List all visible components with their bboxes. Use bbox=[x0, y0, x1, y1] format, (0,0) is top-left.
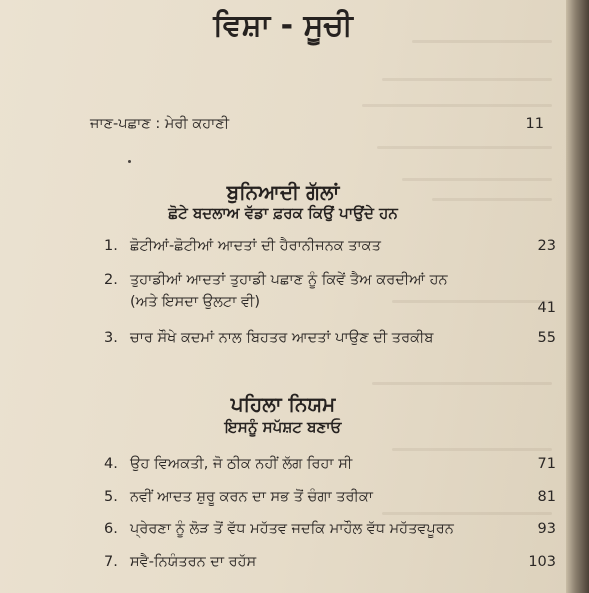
chapter-title: ਚਾਰ ਸੌਖੇ ਕਦਮਾਂ ਨਾਲ ਬਿਹਤਰ ਆਦਤਾਂ ਪਾਉਣ ਦੀ ਤਰਕੀਬ bbox=[130, 330, 434, 346]
entry-page-number: 71 bbox=[537, 456, 556, 472]
chapter-title: ਉਹ ਵਿਅਕਤੀ, ਜੋ ਠੀਕ ਨਹੀਂ ਲੱਗ ਰਿਹਾ ਸੀ bbox=[130, 456, 353, 472]
chapter-title: ਤੁਹਾਡੀਆਂ ਆਦਤਾਂ ਤੁਹਾਡੀ ਪਛਾਣ ਨੂੰ ਕਿਵੇਂ ਤੈਅ ਕਰਦੀਆਂ ਹਨ bbox=[130, 272, 448, 288]
show-through-line bbox=[372, 382, 552, 385]
chapter-number: 6. bbox=[104, 521, 118, 537]
stray-mark bbox=[128, 160, 131, 163]
section-heading: ਬੁਨਿਆਦੀ ਗੱਲਾਂ bbox=[226, 180, 340, 204]
entry-page-number: 11 bbox=[525, 116, 544, 132]
chapter-title-continued: (ਅਤੇ ਇਸਦਾ ਉਲਟਾ ਵੀ) bbox=[130, 294, 261, 310]
show-through-line bbox=[382, 512, 552, 515]
chapter-title: ਪ੍ਰੇਰਣਾ ਨੂੰ ਲੋੜ ਤੋਂ ਵੱਧ ਮਹੱਤਵ ਜਦਕਿ ਮਾਹੌਲ ਵੱਧ ਮਹੱਤਵਪੂਰਨ bbox=[130, 521, 454, 537]
chapter-title: ਸਵੈ-ਨਿਯੰਤਰਨ ਦਾ ਰਹੱਸ bbox=[130, 554, 257, 570]
section-subheading: ਛੋਟੇ ਬਦਲਾਅ ਵੱਡਾ ਫ਼ਰਕ ਕਿਉਂ ਪਾਉਂਦੇ ਹਨ bbox=[168, 204, 398, 222]
chapter-number: 5. bbox=[104, 489, 118, 505]
entry-page-number: 41 bbox=[537, 300, 556, 316]
chapter-number: 7. bbox=[104, 554, 118, 570]
entry-page-number: 55 bbox=[537, 330, 556, 346]
entry-page-number: 93 bbox=[537, 521, 556, 537]
section-heading: ਪਹਿਲਾ ਨਿਯਮ bbox=[230, 392, 336, 416]
chapter-number: 1. bbox=[104, 238, 118, 254]
entry-page-number: 81 bbox=[537, 489, 556, 505]
page-edge-shadow bbox=[566, 0, 589, 593]
show-through-line bbox=[392, 300, 552, 303]
show-through-line bbox=[377, 146, 552, 149]
entry-label: ਜਾਣ-ਪਛਾਣ : ਮੇਰੀ ਕਹਾਣੀ bbox=[90, 116, 230, 132]
chapter-title: ਨਵੀਂ ਆਦਤ ਸ਼ੁਰੂ ਕਰਨ ਦਾ ਸਭ ਤੋਂ ਚੰਗਾ ਤਰੀਕਾ bbox=[130, 489, 373, 505]
chapter-number: 3. bbox=[104, 330, 118, 346]
section-subheading: ਇਸਨੂੰ ਸਪੱਸ਼ਟ ਬਣਾਓ bbox=[224, 418, 342, 436]
entry-page-number: 23 bbox=[537, 238, 556, 254]
show-through-line bbox=[362, 104, 552, 107]
chapter-number: 2. bbox=[104, 272, 118, 288]
show-through-line bbox=[382, 78, 552, 81]
show-through-line bbox=[392, 448, 552, 451]
chapter-title: ਛੋਟੀਆਂ-ਛੋਟੀਆਂ ਆਦਤਾਂ ਦੀ ਹੈਰਾਨੀਜਨਕ ਤਾਕਤ bbox=[130, 238, 381, 254]
toc-title: ਵਿਸ਼ਾ - ਸੂਚੀ bbox=[213, 8, 353, 43]
chapter-number: 4. bbox=[104, 456, 118, 472]
entry-page-number: 103 bbox=[528, 554, 556, 570]
